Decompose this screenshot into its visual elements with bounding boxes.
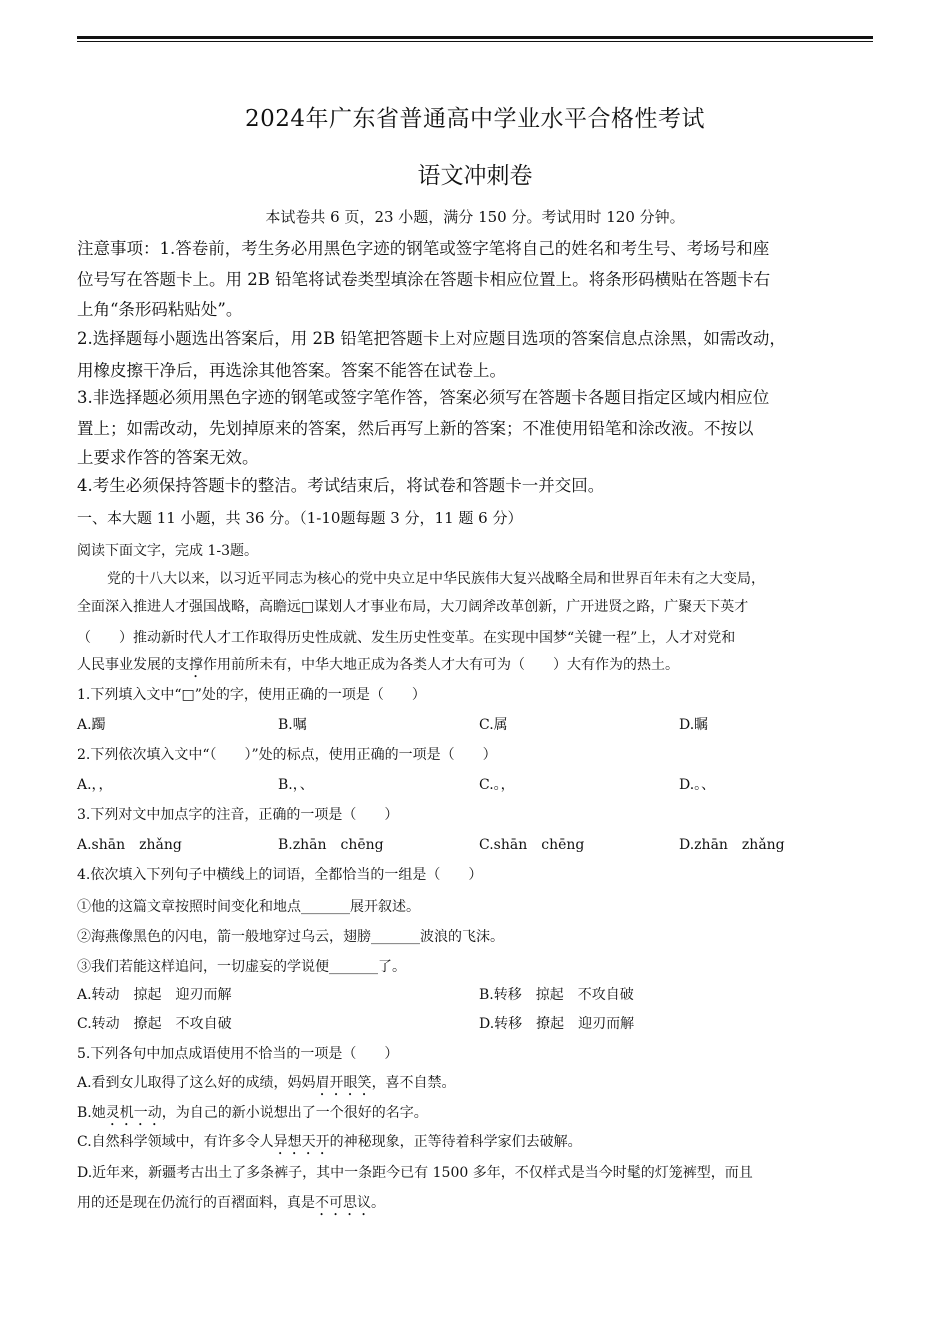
q3-option-d: D.zhān zhǎng [679,837,785,853]
top-rule-thick [77,36,873,39]
q5-a-text: A.看到女儿取得了这么好的成绩，妈妈 [77,1075,316,1091]
q5-a-tail: ，喜不自禁。 [371,1075,456,1091]
q5-c-idiom: 异想天开 [273,1134,330,1150]
q5-option-d-line-2 [77,1192,385,1219]
q3-option-a: A.shān zhǎng [77,837,182,853]
q3-option-b: B.zhān chēng [278,837,384,853]
passage-line-4 [77,654,679,681]
q4-sentence-1: ①他的这篇文章按照时间变化和地点_______展开叙述。 [77,899,420,915]
exam-subtitle: 语文冲刺卷 [417,163,533,189]
q1-option-d: D.瞩 [679,717,709,733]
q4-option-c: C.转动 撩起 不攻自破 [77,1016,232,1032]
passage-line-3: （ ）推动新时代人才工作取得历史性成就、发生历史性变革。在实现中国梦“关键一程”上，人才对党和 [77,630,736,646]
q4-sentence-3: ③我们若能这样追问，一切虚妄的学说便_______了。 [77,959,406,975]
q5-option-b [77,1102,428,1129]
section-heading: 一、本大题 11 小题，共 36 分。（1-10题每题 3 分，11 题 6 分） [77,509,523,527]
passage-line-4-b: 作用前所未有，中华大地正成为各类人才大有可为（ ）大有作为的热土。 [203,657,679,673]
question-5: 5.下列各句中加点成语使用不恰当的一项是（ ） [77,1046,399,1062]
q5-option-a [77,1072,456,1099]
q5-d-tail: 。 [371,1195,385,1211]
exam-title: 2024年广东省普通高中学业水平合格性考试 [244,106,706,132]
passage-line-2: 全面深入推进人才强国战略，高瞻远□谋划人才事业布局，大刀阔斧改革创新，广开进贤之路，广聚天下英才 [77,599,749,615]
q1-option-b: B.嘱 [278,717,307,733]
q5-d-text: 用的还是现在仍流行的百褶面料，真是 [77,1195,315,1211]
q1-option-c: C.属 [479,717,508,733]
notes-line-4: 2.选择题每小题选出答案后，用 2B 铅笔把答题卡上对应题目选项的答案信息点涂黑，如需改动， [77,329,786,348]
question-3: 3.下列对文中加点字的注音，正确的一项是（ ） [77,807,399,823]
reading-instruction: 阅读下面文字，完成 1-3题。 [77,543,258,559]
notes-line-9: 4.考生必须保持答题卡的整洁。考试结束后，将试卷和答题卡一并交回。 [77,476,605,495]
notes-line-7: 置上；如需改动，先划掉原来的答案，然后再写上新的答案；不准使用铅笔和涂改液。不按以 [77,419,754,438]
passage-line-4-a: 人民事业发展的支 [77,657,189,673]
q2-option-d: D.。、 [679,777,716,793]
q5-a-idiom: 眉开眼笑 [315,1075,372,1091]
notes-line-2: 位号写在答题卡上。用 2B 铅笔将试卷类型填涂在答题卡相应位置上。将条形码横贴在答题卡右 [77,270,771,289]
q4-option-a: A.转动 掠起 迎刃而解 [77,987,232,1003]
q4-option-b: B.转移 掠起 不攻自破 [479,987,634,1003]
q5-option-d-line-1: D.近年来，新疆考古出土了多条裤子，其中一条距今已有 1500 多年，不仅样式是当今时髦的灯笼裤型，而且 [77,1165,753,1181]
q3-option-c: C.shān chēng [479,837,585,853]
q5-c-tail: 的神秘现象，正等待着科学家们去破解。 [329,1134,582,1150]
notes-line-3: 上角“条形码粘贴处”。 [77,300,243,319]
q5-b-tail: ，为自己的新小说想出了一个很好的名字。 [161,1105,428,1121]
q5-b-text: B.她 [77,1105,106,1121]
question-2: 2.下列依次填入文中“（ ）”处的标点，使用正确的一项是（ ） [77,747,497,763]
q5-option-c [77,1131,582,1158]
q5-b-idiom: 灵机一动 [105,1105,162,1121]
q4-sentence-2: ②海燕像黑色的闪电，箭一般地穿过乌云，翅膀_______波浪的飞沫。 [77,929,504,945]
question-4: 4.依次填入下列句子中横线上的词语，全都恰当的一组是（ ） [77,867,483,883]
exam-summary: 本试卷共 6 页，23 小题，满分 150 分。考试用时 120 分钟。 [265,208,685,226]
dotted-char: 撑 [189,657,203,673]
q5-c-text: C.自然科学领域中，有许多令人 [77,1134,274,1150]
notes-line-6: 3.非选择题必须用黑色字迹的钢笔或签字笔作答，答案必须写在答题卡各题目指定区域内相应位 [77,388,770,407]
passage-line-1: 党的十八大以来，以习近平同志为核心的党中央立足中华民族伟大复兴战略全局和世界百年未有之大变局， [107,571,765,587]
q4-option-d: D.转移 撩起 迎刃而解 [479,1016,635,1032]
notes-line-8: 上要求作答的答案无效。 [77,448,259,467]
top-rule-thin [77,41,873,42]
notes-line-5: 用橡皮擦干净后，再选涂其他答案。答案不能答在试卷上。 [77,361,506,380]
q2-option-b: B.，、 [278,777,314,793]
q2-option-a: A.，， [77,777,113,793]
q1-option-a: A.躅 [77,717,106,733]
q5-d-idiom: 不可思议 [315,1195,371,1211]
notes-line-1: 注意事项：1.答卷前，考生务必用黑色字迹的钢笔或签字笔将自己的姓名和考生号、考场号和座 [77,239,770,258]
q2-option-c: C.。， [479,777,515,793]
question-1: 1.下列填入文中“□”处的字，使用正确的一项是（ ） [77,687,426,703]
